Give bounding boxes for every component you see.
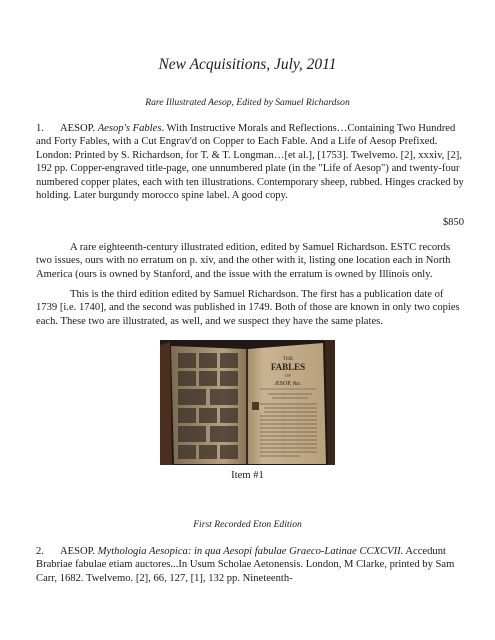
book-title-line-1: THE [282, 356, 294, 362]
item1-book-photo [160, 340, 335, 465]
item2-title: Mythologia Aesopica: in qua Aesopi fabulae Graeco-Latinae CCXCVII. [97, 546, 404, 557]
item1-paragraph-2: A rare eighteenth-century illustrated edition, edited by Samuel Richardson. ESTC records two issues, ours with no erratum on p. xiv, and the other with it, listing one location each in North America (ours is owned by Stanford, and the issue with the erratum is owned by Illinois only. [36, 242, 451, 280]
item1-author: AESOP. [60, 123, 96, 134]
item1-number: 1. [36, 123, 44, 134]
item1-caption: Item #1 [231, 470, 264, 481]
item2-author: AESOP. [60, 546, 96, 557]
item1-title: Aesop's Fables [97, 123, 162, 134]
item1-description: . With Instructive Morals and Reflections…Containing Two Hundred and Forty Fables, with a Cut Engrav'd on Copper to Each Fable. And a Life of Aesop Prefixed. London: Printed by S. Richardson, for T. & T. Longman…[et al.], [1753]. Twelvemo. [2], xxxiv, [2], 192 pp. Copper-engraved title-page, one unnumbered plate (in the "Life of Aesop") and twenty-four numbered copper plates, each with ten illustrations. Contemporary sheep, rubbed. Hinges cracked by holding. Later burgundy morocco spine label. A good copy. [36, 123, 464, 202]
page-title: New Acquisitions, July, 2011 [158, 56, 337, 73]
item1-entry [36, 122, 464, 202]
book-title-line-3: OF [285, 373, 291, 378]
item1-subtitle: Rare Illustrated Aesop, Edited by Samuel Richardson [145, 97, 350, 108]
item2-subtitle: First Recorded Eton Edition [193, 519, 302, 530]
book-title-line-2: FABLES [270, 362, 306, 372]
item1-price: $850 [442, 217, 464, 228]
item2-number: 2. [36, 546, 44, 557]
book-title-line-4: ÆSOP, &c. [274, 381, 302, 387]
item2-entry [36, 545, 464, 585]
item1-paragraph-3: This is the third edition edited by Samuel Richardson. The first has a publication date of 1739 [i.e. 1740], and the second was published in 1749. Both of those are known in only two copies each. These two are illustrated, as well, and we suspect they have the same plates. [36, 289, 460, 327]
item2-description: Accedunt Brabriae fabulae etiam auctores...In Usum Scholae Aetonensis. London, M Clarke, printed by Sam Carr, 1682. Twelvemo. [2], 66, 127, [1], 132 pp. Nineteenth- [36, 546, 455, 584]
